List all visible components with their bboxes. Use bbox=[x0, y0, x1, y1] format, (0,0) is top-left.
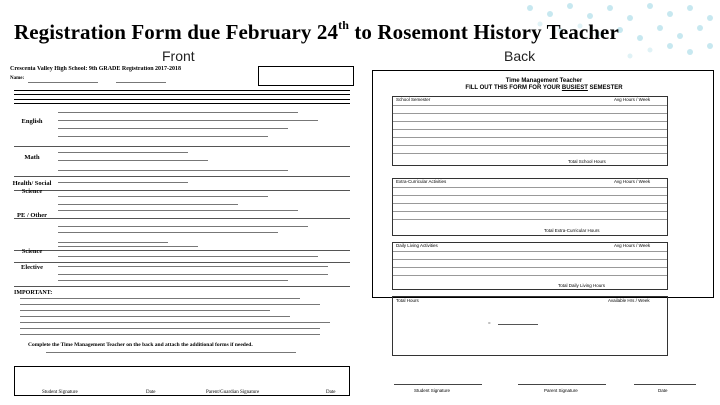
extracurricular-label: Extra-Curricular Activities bbox=[396, 179, 447, 184]
total-school-label: Total School Hours bbox=[568, 159, 606, 164]
avg-hours-label-2: Avg Hours / Week bbox=[614, 179, 651, 184]
section-health-social-science: Health/ Social Science bbox=[12, 180, 52, 196]
back-sig-parent: Parent Signature bbox=[544, 388, 578, 393]
front-name-label: Name: bbox=[10, 76, 25, 81]
school-semester-block bbox=[392, 96, 668, 166]
back-form-image: Time Management Teacher FILL OUT THIS FORM FOR YOUR BUSIEST SEMESTER School Semester Avg Hours / Week Total School Hours Extra-Curricular Activities Avg Hours / Week Total Extra-Curricular Hours Daily Living Activities Avg Hours / Week Total Daily Living Hours Total Hours Available Hrs / Week = Student Signature Parent Signature Date bbox=[368, 66, 720, 405]
available-hours-label: Available Hrs / Week bbox=[608, 298, 650, 303]
total-hours-label: Total Hours bbox=[396, 298, 419, 303]
front-sig-parent: Parent/Guardian Signature bbox=[206, 390, 260, 395]
section-math: Math bbox=[24, 154, 40, 161]
section-english: English bbox=[21, 118, 43, 125]
back-label: Back bbox=[504, 48, 536, 64]
avg-hours-label: Avg Hours / Week bbox=[614, 97, 651, 102]
front-sig-date-2: Date bbox=[326, 390, 336, 395]
total-extracurricular-label: Total Extra-Curricular Hours bbox=[544, 228, 600, 233]
back-header-2: FILL OUT THIS FORM FOR YOUR BUSIEST SEMESTER bbox=[465, 85, 623, 91]
back-sig-date: Date bbox=[658, 388, 668, 393]
avg-hours-label-3: Avg Hours / Week bbox=[614, 243, 651, 248]
section-science: Science bbox=[21, 248, 43, 255]
front-school-line: Crescenta Valley High School: 9th GRADE Registration 2017-2018 bbox=[10, 66, 182, 72]
important-label: IMPORTANT: bbox=[14, 290, 53, 296]
front-form-image bbox=[6, 66, 358, 405]
back-header-1: Time Management Teacher bbox=[505, 78, 583, 84]
total-daily-label: Total Daily Living Hours bbox=[558, 283, 606, 288]
daily-living-label: Daily Living Activities bbox=[396, 243, 438, 248]
total-hours-box bbox=[392, 296, 668, 356]
extracurricular-block bbox=[392, 178, 668, 236]
slide-title: Registration Form due February 24th to Rosemont History Teacher bbox=[14, 18, 619, 44]
front-sig-student: Student Signature bbox=[42, 390, 78, 395]
section-pe-other: PE / Other bbox=[17, 212, 47, 219]
complete-line: Complete the Time Management Teacher on the back and attach the additional forms if needed. bbox=[28, 342, 253, 348]
school-semester-label: School Semester bbox=[396, 97, 431, 102]
back-sig-student: Student Signature bbox=[414, 388, 451, 393]
section-elective: Elective bbox=[20, 264, 44, 271]
front-sig-date: Date bbox=[146, 390, 156, 395]
daily-living-block bbox=[392, 242, 668, 290]
front-label: Front bbox=[162, 48, 195, 64]
